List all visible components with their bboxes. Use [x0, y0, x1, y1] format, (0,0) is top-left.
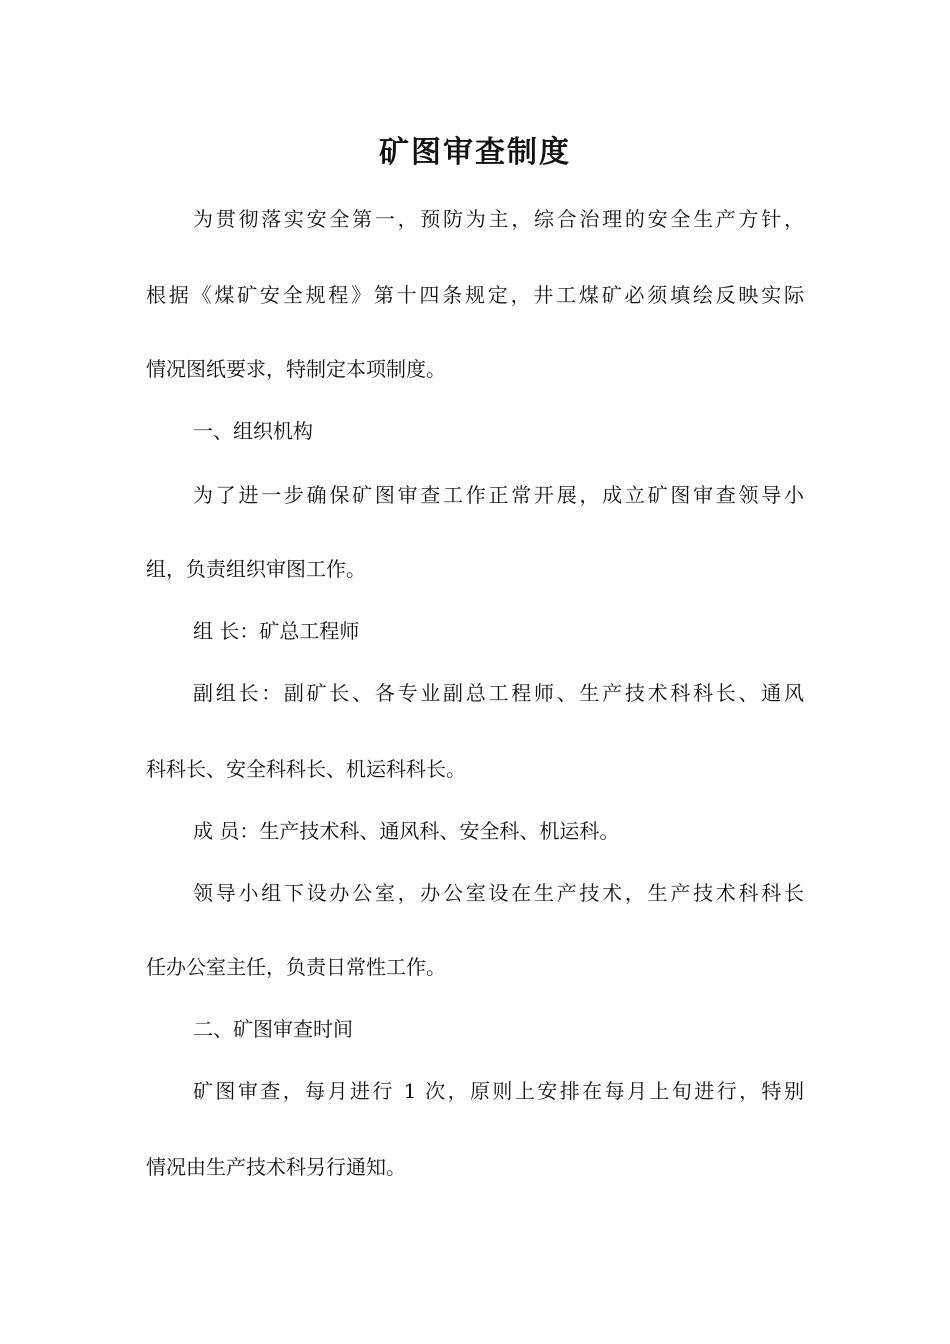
paragraph-line: 成 员：生产技术科、通风科、安全科、机运科。 — [193, 819, 620, 843]
paragraph-line: 任办公室主任，负责日常性工作。 — [146, 955, 446, 979]
section-heading: 一、组织机构 — [193, 419, 313, 443]
paragraph-line: 组 长：矿总工程师 — [193, 619, 360, 643]
paragraph-line: 情况图纸要求，特制定本项制度。 — [146, 357, 446, 381]
paragraph-line: 为了进一步确保矿图审查工作正常开展，成立矿图审查领导小 — [193, 483, 804, 507]
paragraph-line: 矿图审查，每月进行 1 次，原则上安排在每月上旬进行，特别 — [193, 1079, 804, 1103]
paragraph-line: 为贯彻落实安全第一，预防为主，综合治理的安全生产方针， — [193, 207, 804, 231]
paragraph-line: 科科长、安全科科长、机运科科长。 — [146, 757, 466, 781]
paragraph-line: 领导小组下设办公室，办公室设在生产技术，生产技术科科长 — [193, 881, 804, 905]
paragraph-line: 副组长：副矿长、各专业副总工程师、生产技术科科长、通风 — [193, 681, 804, 705]
document-title: 矿图审查制度 — [379, 135, 571, 170]
paragraph-line: 根据《煤矿安全规程》第十四条规定，井工煤矿必须填绘反映实际 — [146, 283, 804, 307]
section-heading: 二、矿图审查时间 — [193, 1017, 353, 1041]
paragraph-line: 组，负责组织审图工作。 — [146, 557, 366, 581]
paragraph-line: 情况由生产技术科另行通知。 — [146, 1155, 406, 1179]
